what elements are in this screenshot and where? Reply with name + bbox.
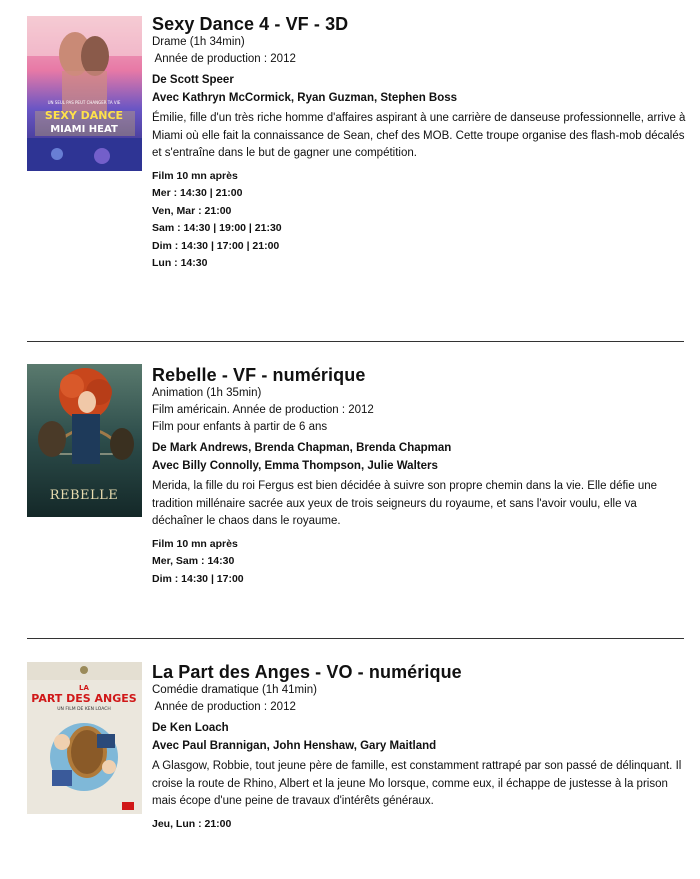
genre-duration: Drame (1h 34min): [152, 36, 245, 48]
director: De Scott Speer: [152, 74, 234, 86]
genre-duration: Animation (1h 35min): [152, 387, 262, 399]
movie-info-2: [152, 365, 687, 588]
synopsis: Émilie, fille d'un très riche homme d'affaires aspirant à une carrière de danseuse professionnelle, arrive à Miami où elle fait la connaissance de Sean, chef des MOB. Cette troupe organise des flash-mob décalés et s'entraîne dans le but de gagner une compétition.: [152, 112, 686, 159]
movie-poster-3[interactable]: [27, 662, 142, 814]
showtime-row: Lun : 14:30: [152, 257, 208, 269]
audience-info: Film pour enfants à partir de 6 ans: [152, 421, 328, 433]
movie-meta: [152, 34, 687, 68]
showtimes: [152, 816, 687, 834]
movie-meta: [152, 385, 687, 436]
movie-poster-2[interactable]: [27, 364, 142, 517]
showtimes: [152, 168, 687, 273]
cast: Avec Kathryn McCormick, Ryan Guzman, Stephen Boss: [152, 92, 458, 104]
movie-info-1: [152, 14, 687, 273]
credits: [152, 719, 687, 755]
movie-poster-1[interactable]: [27, 16, 142, 171]
showtime-row: Sam : 14:30 | 19:00 | 21:30: [152, 222, 282, 234]
showtime-row: Dim : 14:30 | 17:00 | 21:00: [152, 239, 280, 252]
poster1-line2: MIAMI HEAT: [50, 124, 118, 135]
production-info: Film américain. Année de production : 2012: [152, 404, 374, 416]
credits: [152, 439, 687, 475]
director: De Mark Andrews, Brenda Chapman, Brenda Chapman: [152, 442, 452, 454]
poster2-title: REBELLE: [49, 488, 119, 503]
cast: Avec Paul Brannigan, John Henshaw, Gary Maitland: [152, 740, 437, 752]
movie-title[interactable]: Rebelle - VF - numérique: [152, 365, 366, 385]
cast: Avec Billy Connolly, Emma Thompson, Julie Walters: [152, 460, 438, 472]
movie-title[interactable]: Sexy Dance 4 - VF - 3D: [152, 14, 349, 34]
production-year: Année de production : 2012: [152, 53, 296, 65]
showtime-row: Mer, Sam : 14:30: [152, 555, 235, 567]
movie-info-3: [152, 662, 687, 833]
showtime-row: Jeu, Lun : 21:00: [152, 817, 232, 830]
poster3-line2: PART DES ANGES: [31, 692, 137, 705]
showtime-note: Film 10 mn après: [152, 169, 238, 182]
showtimes: [152, 536, 687, 589]
genre-duration: Comédie dramatique (1h 41min): [152, 684, 317, 696]
synopsis: Merida, la fille du roi Fergus est bien décidée à suivre son propre chemin dans la vie. Elle défie une tradition millénaire sacrée aux yeux de trois seigneurs du royaume, et sans l'avoir voulu, elle va déchaîner le chaos dans le royaume.: [152, 480, 658, 527]
credits: [152, 71, 687, 107]
poster3-line1: LA: [79, 684, 89, 692]
poster1-tagline: UN SEUL PAS PEUT CHANGER TA VIE: [47, 100, 121, 105]
synopsis: A Glasgow, Robbie, tout jeune père de famille, est constamment rattrapé par son passé de délinquant. Il croise la route de Rhino, Albert et la jeune Mo lorsque, comme eux, il échappe de justesse à la prison mais écope d'une peine de travaux d'intérêts généraux.: [152, 760, 682, 807]
director: De Ken Loach: [152, 722, 229, 734]
showtime-row: Mer : 14:30 | 21:00: [152, 187, 243, 199]
showtime-row: Ven, Mar : 21:00: [152, 204, 232, 217]
poster1-line1: SEXY DANCE: [44, 109, 124, 122]
poster-image-la-part-des-anges: [27, 662, 142, 814]
showtime-row: Dim : 14:30 | 17:00: [152, 572, 244, 585]
poster-image-sexy-dance: [27, 16, 142, 171]
showtime-note: Film 10 mn après: [152, 537, 238, 550]
production-year: Année de production : 2012: [152, 701, 296, 713]
separator: [27, 638, 684, 639]
separator: [27, 341, 684, 342]
movie-meta: [152, 682, 687, 716]
movie-title[interactable]: La Part des Anges - VO - numérique: [152, 662, 462, 682]
poster3-byline: UN FILM DE KEN LOACH: [57, 707, 111, 712]
poster-image-rebelle: [27, 364, 142, 517]
